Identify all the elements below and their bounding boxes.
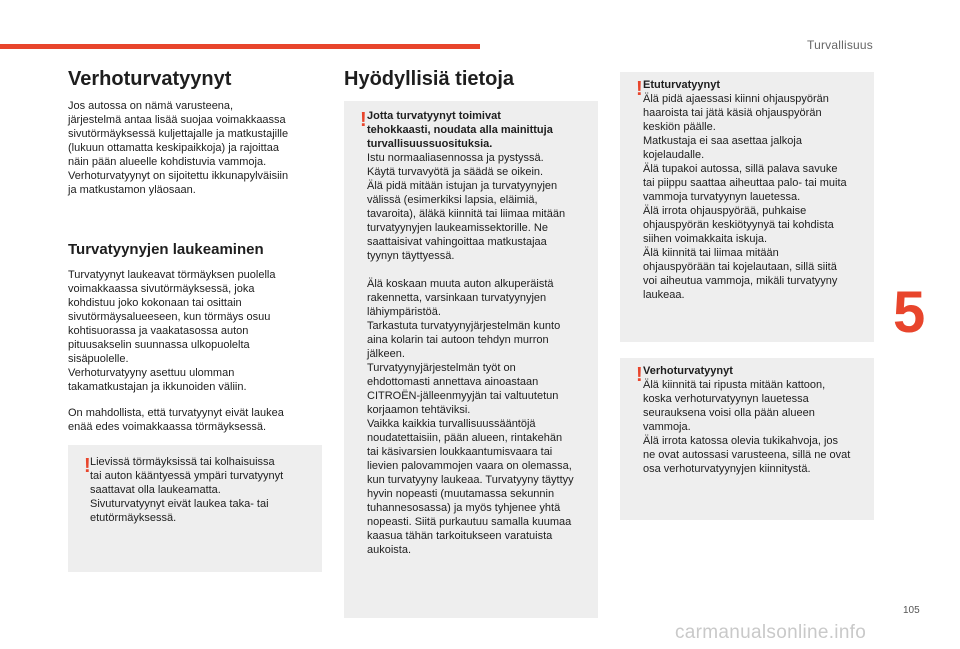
- deployment-note: On mahdollista, että turvatyynyt eivät laukea enää edes voimakkaassa törmäyksessä.: [68, 407, 284, 433]
- warning-text-modifications: Älä koskaan muuta auton alkuperäistä rakennetta, varsinkaan turvatyynyjen lähiympäristöä. Tarkastuta turvatyynyjärjestelmän kunto aina kolarin tai autoon tehdyn murron jälkeen. Turvatyynyjärjestelmän työt on ehdottomasti annettava ainoastaan CITROËN-jälleenmyyjän tai valtuutetun korjaamon tehtäviksi. Vaikka kaikkia turvallisuussääntöjä noudatettaisiin, pään alueen, rintakehän tai käsivarsien loukkaantumisvaara tai lievien palovammojen vaara on olemassa, kun turvatyyny laukeaa. Turvatyyny täyttyy hyvin nopeasti (muutamassa sekunnin tuhannesosassa) ja myös tyhjenee yhtä nopeasti. Siitä purkautuu samalla kuumaa kaasua tähän tarkoitukseen varatuista aukoista.: [367, 278, 574, 556]
- page-number: 105: [903, 605, 920, 616]
- accent-bar: [0, 44, 480, 49]
- front-airbags-title: Etuturvatyynyt: [643, 79, 721, 91]
- warning-text-minor-impacts: Lievissä törmäyksissä tai kolhaisuissa tai auton kääntyessä ympäri turvatyynyt saattavat olla laukeamatta. Sivuturvatyynyt eivät laukea taka- tai etutörmäyksessä.: [90, 456, 284, 524]
- warning-icon: !: [360, 109, 367, 131]
- warning-icon: !: [636, 78, 643, 100]
- warning-box-minor-impacts: [68, 445, 322, 572]
- section-label: Turvallisuus: [807, 38, 873, 52]
- chapter-number: 5: [893, 280, 926, 345]
- intro-paragraph: Jos autossa on nämä varusteena, järjestelmä antaa lisää suojaa voimakkaassa sivutörmäyksessä kuljettajalle ja matkustajille (lukuun ottamatta keskipaikkoja) ja rajoittaa näin pään alueelle kohdistuvia vammoja. Verhoturvatyynyt on sijoitettu ikkunapylväisiin ja matkustamon yläosaan.: [68, 100, 289, 196]
- warning-box-curtain-airbags: [620, 358, 874, 520]
- front-airbags-text: Älä pidä ajaessasi kiinni ohjauspyörän haaroista tai jätä käsiä ohjauspyörän keskiön päälle. Matkustaja ei saa asettaa jalkoja kojelaudalle. Älä tupakoi autossa, sillä palava savuke tai piippu saattaa aiheuttaa palo- tai muita vammoja turvatyynyn lauetessa. Älä irrota ohjauspyörää, puhkaise ohjauspyörän keskiötyynyä tai kohdista siihen voimakkaita iskuja. Älä kiinnitä tai liimaa mitään ohjauspyörään tai kojelautaan, sillä siitä voi aiheutua vammoja, mikäli turvatyyny laukeaa.: [643, 93, 847, 301]
- section-title-useful-info: Hyödyllisiä tietoja: [344, 68, 515, 90]
- watermark: carmanualsonline.info: [675, 622, 867, 643]
- warning-icon: !: [84, 455, 91, 477]
- warning-box-front-airbags: [620, 72, 874, 342]
- warning-heading: Jotta turvatyynyt toimivat tehokkaasti, noudata alla mainittuja turvallisuussuosituksia.: [367, 110, 553, 150]
- warning-text-seating: Istu normaaliasennossa ja pystyssä. Käytä turvavyötä ja säädä se oikein. Älä pidä mitään istujan ja turvatyynyjen välissä (esimerkiksi lapsia, eläimiä, tavaroita), äläkä kiinnitä tai liimaa mitään turvatyynyjen laukeamissektorille. Ne saattaisivat vahingoittaa matkustajaa tyynyn täyttyessä.: [367, 152, 566, 262]
- curtain-airbags-title: Verhoturvatyynyt: [643, 365, 733, 377]
- deployment-paragraph: Turvatyynyt laukeavat törmäyksen puolella voimakkaassa sivutörmäyksessä, joka kohdistuu joko kokonaan tai osittain sivutörmäysalueeseen, kun törmäys osuu kohtisuorassa ja vaakatasossa auton pituusakselin suunnassa ulkopuolelta sisäpuolelle. Verhoturvatyyny asettuu ulomman takamatkustajan ja ikkunoiden väliin.: [68, 269, 276, 393]
- subtitle-deployment: Turvatyynyjen laukeaminen: [68, 241, 264, 258]
- warning-icon: !: [636, 364, 643, 386]
- curtain-airbags-text: Älä kiinnitä tai ripusta mitään kattoon, koska verhoturvatyynyn lauetessa seurauksena voisi olla pään alueen vammoja. Älä irrota katossa olevia tukikahvoja, jos ne ovat autossasi varusteena, sillä ne ovat osa verhoturvatyynyjen kiinnitystä.: [643, 379, 851, 475]
- section-title-curtain-airbags: Verhoturvatyynyt: [68, 68, 232, 90]
- warning-box-safety-recommendations: [344, 101, 598, 618]
